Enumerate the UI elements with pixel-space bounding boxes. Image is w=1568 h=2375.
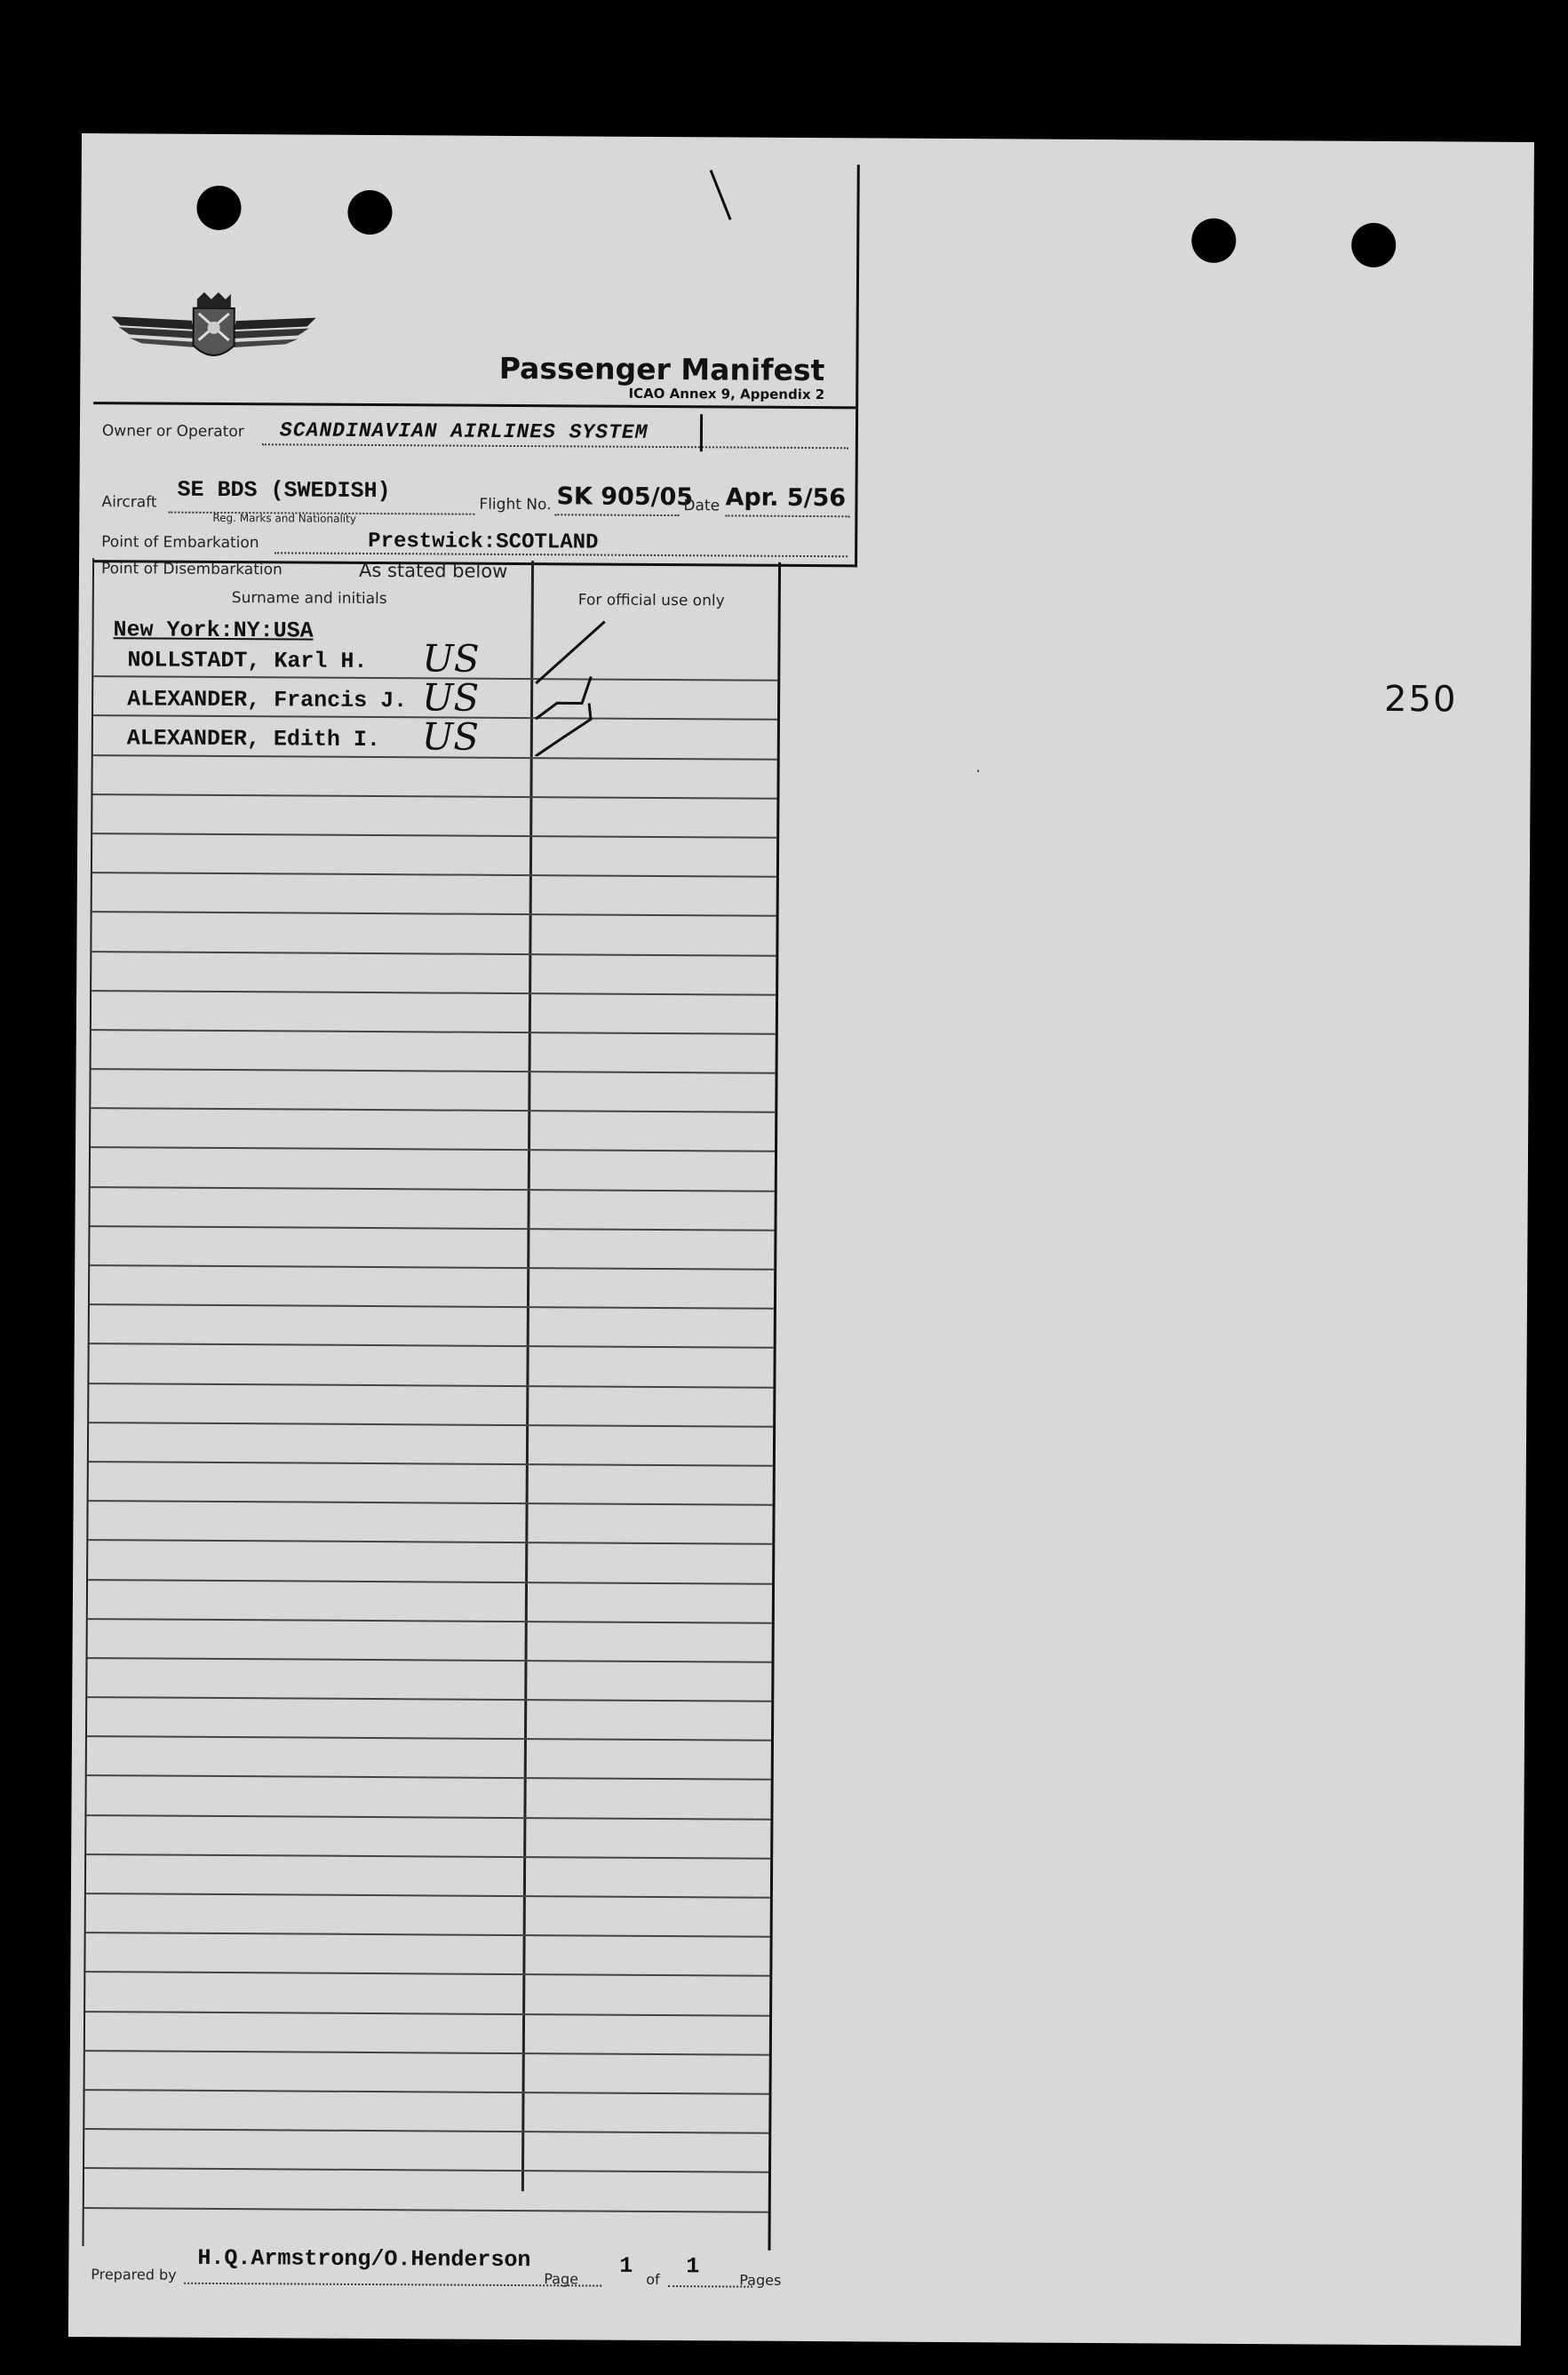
manifest-title: Passenger Manifest: [498, 350, 825, 388]
table-row: [88, 1620, 772, 1663]
page-value: 1: [619, 2252, 633, 2279]
table-row: [92, 992, 776, 1035]
table-row: [85, 2052, 769, 2095]
pen-mark: [710, 170, 732, 220]
table-row: [87, 1737, 771, 1781]
prepared-by-line: [184, 2283, 601, 2287]
table-row: [87, 1698, 771, 1741]
table-row: [92, 1031, 776, 1074]
disembarkation-label: Point of Disembarkation: [100, 560, 283, 579]
owner-line: [262, 443, 848, 449]
table-row: [87, 1659, 771, 1702]
table-row: [91, 1149, 775, 1192]
date-label: Date: [683, 497, 720, 515]
table-row: [90, 1305, 774, 1349]
table-row: [92, 913, 776, 956]
table-row: [91, 1109, 775, 1152]
pages-label: Pages: [739, 2271, 782, 2289]
manifest-footer: [82, 2204, 784, 2297]
table-row: [89, 1384, 773, 1428]
date-value: Apr. 5/56: [725, 483, 847, 513]
passenger-rows: [84, 638, 778, 2212]
table-row: [86, 1777, 770, 1821]
table-row: [92, 756, 776, 800]
table-row: [92, 834, 776, 878]
table-row: [88, 1502, 772, 1545]
prepared-by-value: H.Q.Armstrong/O.Henderson: [197, 2244, 531, 2274]
punch-hole: [1351, 223, 1396, 267]
handwritten-mark: US: [422, 636, 480, 681]
table-row: [88, 1541, 772, 1584]
table-row: [90, 1227, 774, 1271]
handwritten-mark: US: [421, 675, 480, 720]
aircraft-label: Aircraft: [101, 493, 157, 512]
page-label: Page: [544, 2270, 579, 2288]
column-header-official: For official use only: [577, 591, 725, 610]
destination-heading: New York:NY:USA: [113, 617, 314, 644]
embarkation-value: Prestwick:SCOTLAND: [368, 529, 599, 555]
table-row: [93, 716, 777, 760]
table-row: [91, 1070, 775, 1113]
table-row: [90, 1266, 774, 1310]
embarkation-label: Point of Embarkation: [101, 533, 259, 553]
column-header-name: Surname and initials: [231, 589, 387, 609]
prepared-by-label: Prepared by: [91, 2266, 177, 2283]
manifest-sheet: [68, 133, 1534, 2346]
header-divider: [93, 402, 856, 409]
table-row: [85, 1973, 769, 2016]
flight-label: Flight No.: [479, 495, 552, 514]
table-row: [89, 1462, 773, 1506]
disembarkation-value: As stated below: [358, 559, 508, 582]
sheet-number: 250: [1383, 678, 1458, 721]
table-row: [86, 1855, 770, 1899]
manifest-header: [92, 160, 860, 582]
table-row: [90, 1188, 774, 1231]
passenger-name: ALEXANDER, Francis J.: [127, 686, 408, 714]
handwritten-mark: US: [421, 714, 480, 760]
punch-hole: [1191, 219, 1236, 263]
aircraft-note: Reg. Marks and Nationality: [212, 511, 357, 525]
table-row: [85, 2012, 769, 2056]
airline-wings-logo-icon: [111, 291, 316, 372]
passenger-name: ALEXANDER, Edith I.: [126, 725, 380, 753]
flight-line: [554, 514, 679, 516]
table-row: [86, 1894, 770, 1938]
manifest-subtitle: ICAO Annex 9, Appendix 2: [628, 385, 825, 403]
aircraft-value: SE BDS (SWEDISH): [177, 476, 391, 505]
flight-value: SK 905/05: [556, 482, 694, 512]
of-value: 1: [686, 2253, 700, 2280]
table-row: [85, 1933, 769, 1977]
table-row: [89, 1423, 773, 1467]
table-row: [84, 2091, 768, 2134]
owner-value: SCANDINAVIAN AIRLINES SYSTEM: [279, 418, 649, 444]
table-row: [89, 1344, 773, 1388]
date-line: [725, 514, 849, 517]
table-row: [92, 873, 776, 917]
pen-mark: [700, 414, 703, 451]
official-check-marks: [529, 614, 627, 757]
owner-label: Owner or Operator: [101, 422, 244, 442]
table-row: [92, 795, 776, 839]
table-row: [88, 1581, 772, 1624]
of-label: of: [646, 2270, 660, 2289]
passenger-table: [82, 558, 781, 2251]
speck: ·: [975, 761, 982, 781]
table-row: [86, 1816, 770, 1860]
table-row: [84, 2130, 768, 2173]
passenger-name: NOLLSTADT, Karl H.: [127, 647, 368, 674]
table-row: [92, 952, 776, 996]
